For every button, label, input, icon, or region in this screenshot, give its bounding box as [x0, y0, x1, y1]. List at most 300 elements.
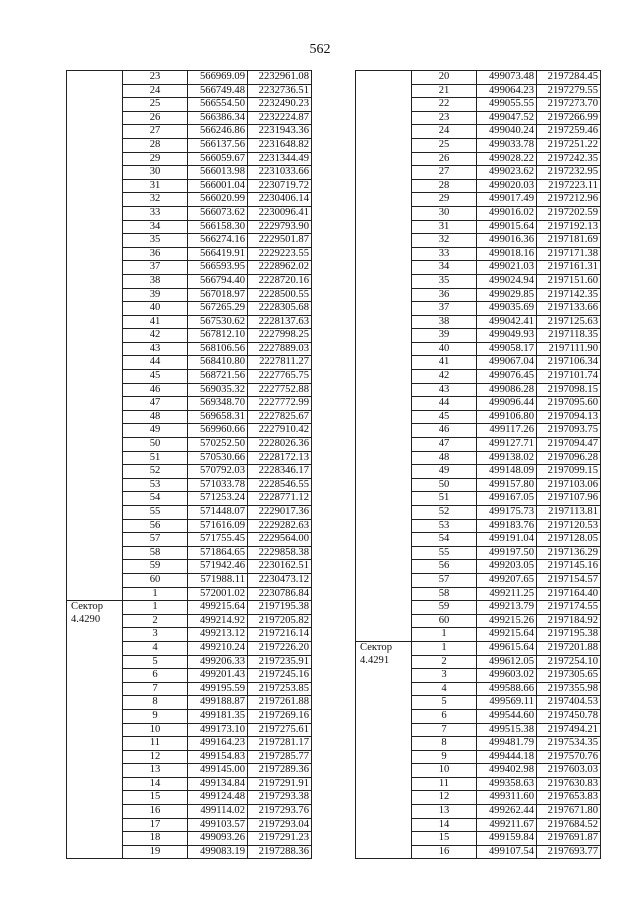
y-coordinate-cell: 2197212.96	[537, 193, 601, 207]
x-coordinate-cell: 499544.60	[477, 709, 537, 723]
sector-cell	[356, 166, 412, 180]
point-number-cell: 12	[412, 791, 477, 805]
table-row	[356, 261, 601, 275]
y-coordinate-cell: 2197184.92	[537, 614, 601, 628]
y-coordinate-cell: 2230096.41	[248, 206, 312, 220]
x-coordinate-cell: 570252.50	[188, 438, 248, 452]
sector-cell	[67, 737, 123, 751]
point-number-cell: 45	[412, 410, 477, 424]
y-coordinate-cell: 2228346.17	[248, 465, 312, 479]
x-coordinate-cell: 499207.65	[477, 573, 537, 587]
y-coordinate-cell: 2197293.38	[248, 791, 312, 805]
table-row	[67, 302, 312, 316]
sector-cell	[356, 696, 412, 710]
sector-cell	[356, 424, 412, 438]
table-row	[67, 465, 312, 479]
point-number-cell: 1	[123, 587, 188, 601]
sector-cell	[356, 845, 412, 859]
y-coordinate-cell: 2229282.63	[248, 519, 312, 533]
x-coordinate-cell: 499603.02	[477, 669, 537, 683]
y-coordinate-cell: 2197291.23	[248, 832, 312, 846]
table-row	[356, 519, 601, 533]
y-coordinate-cell: 2197171.38	[537, 247, 601, 261]
y-coordinate-cell: 2197242.35	[537, 152, 601, 166]
table-row	[67, 614, 312, 628]
table-row	[356, 641, 601, 655]
table-row	[356, 533, 601, 547]
y-coordinate-cell: 2197118.35	[537, 329, 601, 343]
sector-cell	[356, 206, 412, 220]
point-number-cell: 59	[123, 560, 188, 574]
x-coordinate-cell: 566274.16	[188, 234, 248, 248]
y-coordinate-cell: 2232736.51	[248, 84, 312, 98]
table-row	[356, 329, 601, 343]
sector-cell	[67, 845, 123, 859]
table-row	[356, 818, 601, 832]
y-coordinate-cell: 2197142.35	[537, 288, 601, 302]
y-coordinate-cell: 2231344.49	[248, 152, 312, 166]
x-coordinate-cell: 499358.63	[477, 777, 537, 791]
point-number-cell: 13	[412, 805, 477, 819]
sector-cell	[67, 288, 123, 302]
table-row	[67, 805, 312, 819]
table-row	[67, 342, 312, 356]
table-row	[356, 179, 601, 193]
x-coordinate-cell: 566794.40	[188, 274, 248, 288]
table-row	[356, 669, 601, 683]
sector-cell	[67, 247, 123, 261]
y-coordinate-cell: 2228720.16	[248, 274, 312, 288]
sector-cell	[67, 533, 123, 547]
sector-cell	[356, 302, 412, 316]
sector-cell: 4.4291	[356, 655, 412, 669]
point-number-cell: 37	[123, 261, 188, 275]
table-row	[356, 478, 601, 492]
point-number-cell: 3	[412, 669, 477, 683]
table-row	[67, 506, 312, 520]
table-row	[356, 84, 601, 98]
x-coordinate-cell: 499083.19	[188, 845, 248, 859]
x-coordinate-cell: 499024.94	[477, 274, 537, 288]
x-coordinate-cell: 499157.80	[477, 478, 537, 492]
table-row	[356, 397, 601, 411]
y-coordinate-cell: 2197570.76	[537, 750, 601, 764]
table-row	[67, 193, 312, 207]
y-coordinate-cell: 2197305.65	[537, 669, 601, 683]
point-number-cell: 51	[123, 451, 188, 465]
table-row	[356, 764, 601, 778]
sector-cell	[356, 682, 412, 696]
table-row	[67, 84, 312, 98]
y-coordinate-cell: 2197093.75	[537, 424, 601, 438]
point-number-cell: 58	[123, 546, 188, 560]
point-number-cell: 24	[412, 125, 477, 139]
sector-cell	[67, 750, 123, 764]
table-row	[67, 370, 312, 384]
point-number-cell: 30	[412, 206, 477, 220]
sector-cell	[356, 261, 412, 275]
table-row	[356, 845, 601, 859]
table-row	[67, 737, 312, 751]
point-number-cell: 57	[123, 533, 188, 547]
x-coordinate-cell: 569960.66	[188, 424, 248, 438]
table-row	[356, 206, 601, 220]
x-coordinate-cell: 570792.03	[188, 465, 248, 479]
point-number-cell: 43	[123, 342, 188, 356]
y-coordinate-cell: 2197106.34	[537, 356, 601, 370]
point-number-cell: 48	[123, 410, 188, 424]
x-coordinate-cell: 566013.98	[188, 166, 248, 180]
table-row	[356, 166, 601, 180]
sector-cell	[356, 560, 412, 574]
sector-cell	[67, 179, 123, 193]
x-coordinate-cell: 499042.41	[477, 315, 537, 329]
point-number-cell: 43	[412, 383, 477, 397]
sector-cell	[67, 370, 123, 384]
y-coordinate-cell: 2227811.27	[248, 356, 312, 370]
point-number-cell: 42	[123, 329, 188, 343]
sector-cell	[356, 370, 412, 384]
point-number-cell: 15	[123, 791, 188, 805]
point-number-cell: 40	[412, 342, 477, 356]
sector-cell	[67, 152, 123, 166]
y-coordinate-cell: 2197281.17	[248, 737, 312, 751]
point-number-cell: 23	[123, 71, 188, 85]
point-number-cell: 39	[123, 288, 188, 302]
y-coordinate-cell: 2197223.11	[537, 179, 601, 193]
table-row	[67, 315, 312, 329]
table-row	[356, 587, 601, 601]
sector-cell	[67, 234, 123, 248]
x-coordinate-cell: 499588.66	[477, 682, 537, 696]
y-coordinate-cell: 2230162.51	[248, 560, 312, 574]
y-coordinate-cell: 2197289.36	[248, 764, 312, 778]
y-coordinate-cell: 2197099.15	[537, 465, 601, 479]
table-row	[67, 845, 312, 859]
x-coordinate-cell: 566593.95	[188, 261, 248, 275]
sector-cell	[356, 587, 412, 601]
sector-cell	[67, 315, 123, 329]
x-coordinate-cell: 499016.02	[477, 206, 537, 220]
point-number-cell: 1	[123, 601, 188, 615]
table-row	[356, 193, 601, 207]
point-number-cell: 16	[412, 845, 477, 859]
y-coordinate-cell: 2197693.77	[537, 845, 601, 859]
point-number-cell: 31	[412, 220, 477, 234]
sector-cell	[67, 573, 123, 587]
sector-cell	[67, 723, 123, 737]
y-coordinate-cell: 2197494.21	[537, 723, 601, 737]
point-number-cell: 34	[123, 220, 188, 234]
x-coordinate-cell: 499210.24	[188, 641, 248, 655]
table-row	[67, 641, 312, 655]
point-number-cell: 46	[412, 424, 477, 438]
y-coordinate-cell: 2197279.55	[537, 84, 601, 98]
y-coordinate-cell: 2197291.91	[248, 777, 312, 791]
sector-cell	[356, 438, 412, 452]
point-number-cell: 37	[412, 302, 477, 316]
y-coordinate-cell: 2197201.88	[537, 641, 601, 655]
sector-cell	[356, 737, 412, 751]
table-row	[67, 274, 312, 288]
sector-cell	[356, 125, 412, 139]
table-row	[356, 737, 601, 751]
x-coordinate-cell: 499262.44	[477, 805, 537, 819]
sector-cell	[356, 519, 412, 533]
x-coordinate-cell: 567265.29	[188, 302, 248, 316]
table-row	[67, 587, 312, 601]
y-coordinate-cell: 2197174.55	[537, 601, 601, 615]
sector-cell	[356, 220, 412, 234]
table-row	[67, 247, 312, 261]
table-row	[67, 329, 312, 343]
x-coordinate-cell: 566001.04	[188, 179, 248, 193]
table-row	[67, 546, 312, 560]
table-row	[356, 628, 601, 642]
sector-cell	[356, 506, 412, 520]
y-coordinate-cell: 2197285.77	[248, 750, 312, 764]
x-coordinate-cell: 499215.26	[477, 614, 537, 628]
table-row	[356, 465, 601, 479]
sector-cell	[67, 560, 123, 574]
y-coordinate-cell: 2197145.16	[537, 560, 601, 574]
point-number-cell: 47	[412, 438, 477, 452]
point-number-cell: 31	[123, 179, 188, 193]
x-coordinate-cell: 499159.84	[477, 832, 537, 846]
point-number-cell: 49	[123, 424, 188, 438]
y-coordinate-cell: 2197261.88	[248, 696, 312, 710]
y-coordinate-cell: 2230719.72	[248, 179, 312, 193]
sector-cell	[356, 492, 412, 506]
y-coordinate-cell: 2197404.53	[537, 696, 601, 710]
point-number-cell: 52	[412, 506, 477, 520]
y-coordinate-cell: 2197195.38	[537, 628, 601, 642]
table-row	[67, 356, 312, 370]
y-coordinate-cell: 2197293.04	[248, 818, 312, 832]
x-coordinate-cell: 499064.23	[477, 84, 537, 98]
point-number-cell: 24	[123, 84, 188, 98]
sector-cell	[356, 533, 412, 547]
sector-cell	[356, 356, 412, 370]
x-coordinate-cell: 499167.05	[477, 492, 537, 506]
table-row	[356, 573, 601, 587]
x-coordinate-cell: 499154.83	[188, 750, 248, 764]
x-coordinate-cell: 571755.45	[188, 533, 248, 547]
sector-cell	[356, 315, 412, 329]
table-row	[356, 234, 601, 248]
sector-cell	[356, 832, 412, 846]
x-coordinate-cell: 499023.62	[477, 166, 537, 180]
table-row	[67, 179, 312, 193]
x-coordinate-cell: 571448.07	[188, 506, 248, 520]
table-row	[356, 750, 601, 764]
y-coordinate-cell: 2197684.52	[537, 818, 601, 832]
point-number-cell: 19	[123, 845, 188, 859]
y-coordinate-cell: 2231648.82	[248, 138, 312, 152]
x-coordinate-cell: 569658.31	[188, 410, 248, 424]
x-coordinate-cell: 499201.43	[188, 669, 248, 683]
x-coordinate-cell: 499175.73	[477, 506, 537, 520]
table-row	[67, 696, 312, 710]
sector-cell	[356, 805, 412, 819]
y-coordinate-cell: 2230473.12	[248, 573, 312, 587]
sector-cell	[356, 288, 412, 302]
sector-cell	[67, 274, 123, 288]
sector-cell	[67, 329, 123, 343]
sector-cell	[67, 519, 123, 533]
y-coordinate-cell: 2197111.90	[537, 342, 601, 356]
point-number-cell: 58	[412, 587, 477, 601]
x-coordinate-cell: 499096.44	[477, 397, 537, 411]
x-coordinate-cell: 499197.50	[477, 546, 537, 560]
x-coordinate-cell: 568721.56	[188, 370, 248, 384]
y-coordinate-cell: 2197355.98	[537, 682, 601, 696]
x-coordinate-cell: 566073.62	[188, 206, 248, 220]
point-number-cell: 26	[412, 152, 477, 166]
table-row	[356, 655, 601, 669]
table-row	[356, 288, 601, 302]
point-number-cell: 14	[412, 818, 477, 832]
point-number-cell: 39	[412, 329, 477, 343]
table-row	[67, 451, 312, 465]
y-coordinate-cell: 2197098.15	[537, 383, 601, 397]
sector-cell	[67, 777, 123, 791]
table-row	[67, 383, 312, 397]
x-coordinate-cell: 566969.09	[188, 71, 248, 85]
table-row	[356, 832, 601, 846]
table-row	[67, 764, 312, 778]
point-number-cell: 25	[412, 138, 477, 152]
point-number-cell: 36	[412, 288, 477, 302]
y-coordinate-cell: 2228026.36	[248, 438, 312, 452]
point-number-cell: 35	[412, 274, 477, 288]
y-coordinate-cell: 2232224.87	[248, 111, 312, 125]
x-coordinate-cell: 499311.60	[477, 791, 537, 805]
sector-cell	[67, 791, 123, 805]
sector-cell	[67, 682, 123, 696]
x-coordinate-cell: 499117.26	[477, 424, 537, 438]
x-coordinate-cell: 499188.87	[188, 696, 248, 710]
point-number-cell: 57	[412, 573, 477, 587]
y-coordinate-cell: 2197534.35	[537, 737, 601, 751]
table-row	[356, 356, 601, 370]
table-row	[67, 261, 312, 275]
table-row	[67, 410, 312, 424]
y-coordinate-cell: 2197254.10	[537, 655, 601, 669]
x-coordinate-cell: 499028.22	[477, 152, 537, 166]
x-coordinate-cell: 571253.24	[188, 492, 248, 506]
point-number-cell: 12	[123, 750, 188, 764]
table-row	[67, 709, 312, 723]
x-coordinate-cell: 499033.78	[477, 138, 537, 152]
point-number-cell: 6	[123, 669, 188, 683]
x-coordinate-cell: 499214.92	[188, 614, 248, 628]
sector-cell	[67, 696, 123, 710]
y-coordinate-cell: 2197275.61	[248, 723, 312, 737]
x-coordinate-cell: 499021.03	[477, 261, 537, 275]
table-row	[356, 98, 601, 112]
x-coordinate-cell: 566554.50	[188, 98, 248, 112]
x-coordinate-cell: 499145.00	[188, 764, 248, 778]
table-row	[356, 805, 601, 819]
x-coordinate-cell: 499515.38	[477, 723, 537, 737]
x-coordinate-cell: 499035.69	[477, 302, 537, 316]
y-coordinate-cell: 2197232.95	[537, 166, 601, 180]
point-number-cell: 18	[123, 832, 188, 846]
x-coordinate-cell: 569348.70	[188, 397, 248, 411]
table-row	[67, 723, 312, 737]
x-coordinate-cell: 499114.02	[188, 805, 248, 819]
y-coordinate-cell: 2229223.55	[248, 247, 312, 261]
y-coordinate-cell: 2228500.55	[248, 288, 312, 302]
sector-cell	[67, 410, 123, 424]
table-row	[67, 206, 312, 220]
table-row	[67, 478, 312, 492]
table-row	[67, 234, 312, 248]
x-coordinate-cell: 499569.11	[477, 696, 537, 710]
point-number-cell: 11	[123, 737, 188, 751]
table-row	[67, 138, 312, 152]
sector-cell	[356, 111, 412, 125]
sector-cell	[67, 138, 123, 152]
table-row	[67, 750, 312, 764]
y-coordinate-cell: 2227765.75	[248, 370, 312, 384]
page-number: 562	[309, 42, 331, 57]
point-number-cell: 9	[412, 750, 477, 764]
x-coordinate-cell: 499164.23	[188, 737, 248, 751]
y-coordinate-cell: 2197164.40	[537, 587, 601, 601]
x-coordinate-cell: 499029.85	[477, 288, 537, 302]
y-coordinate-cell: 2197154.57	[537, 573, 601, 587]
point-number-cell: 5	[123, 655, 188, 669]
sector-cell	[356, 791, 412, 805]
y-coordinate-cell: 2197113.81	[537, 506, 601, 520]
point-number-cell: 42	[412, 370, 477, 384]
sector-cell	[356, 98, 412, 112]
sector-cell	[356, 546, 412, 560]
y-coordinate-cell: 2197128.05	[537, 533, 601, 547]
point-number-cell: 54	[412, 533, 477, 547]
y-coordinate-cell: 2197269.16	[248, 709, 312, 723]
table-row	[67, 397, 312, 411]
coordinates-table-right	[355, 70, 601, 859]
sector-cell	[67, 424, 123, 438]
table-row	[356, 138, 601, 152]
table-row	[67, 438, 312, 452]
x-coordinate-cell: 566158.30	[188, 220, 248, 234]
point-number-cell: 9	[123, 709, 188, 723]
point-number-cell: 3	[123, 628, 188, 642]
table-row	[67, 125, 312, 139]
point-number-cell: 55	[123, 506, 188, 520]
point-number-cell: 4	[123, 641, 188, 655]
sector-cell	[356, 383, 412, 397]
x-coordinate-cell: 566419.91	[188, 247, 248, 261]
x-coordinate-cell: 499195.59	[188, 682, 248, 696]
x-coordinate-cell: 571864.65	[188, 546, 248, 560]
y-coordinate-cell: 2228546.55	[248, 478, 312, 492]
x-coordinate-cell: 499203.05	[477, 560, 537, 574]
x-coordinate-cell: 499191.04	[477, 533, 537, 547]
x-coordinate-cell: 499055.55	[477, 98, 537, 112]
sector-cell	[67, 628, 123, 642]
y-coordinate-cell: 2197125.63	[537, 315, 601, 329]
point-number-cell: 48	[412, 451, 477, 465]
x-coordinate-cell: 499444.18	[477, 750, 537, 764]
y-coordinate-cell: 2197671.80	[537, 805, 601, 819]
sector-cell	[67, 84, 123, 98]
table-row	[356, 506, 601, 520]
